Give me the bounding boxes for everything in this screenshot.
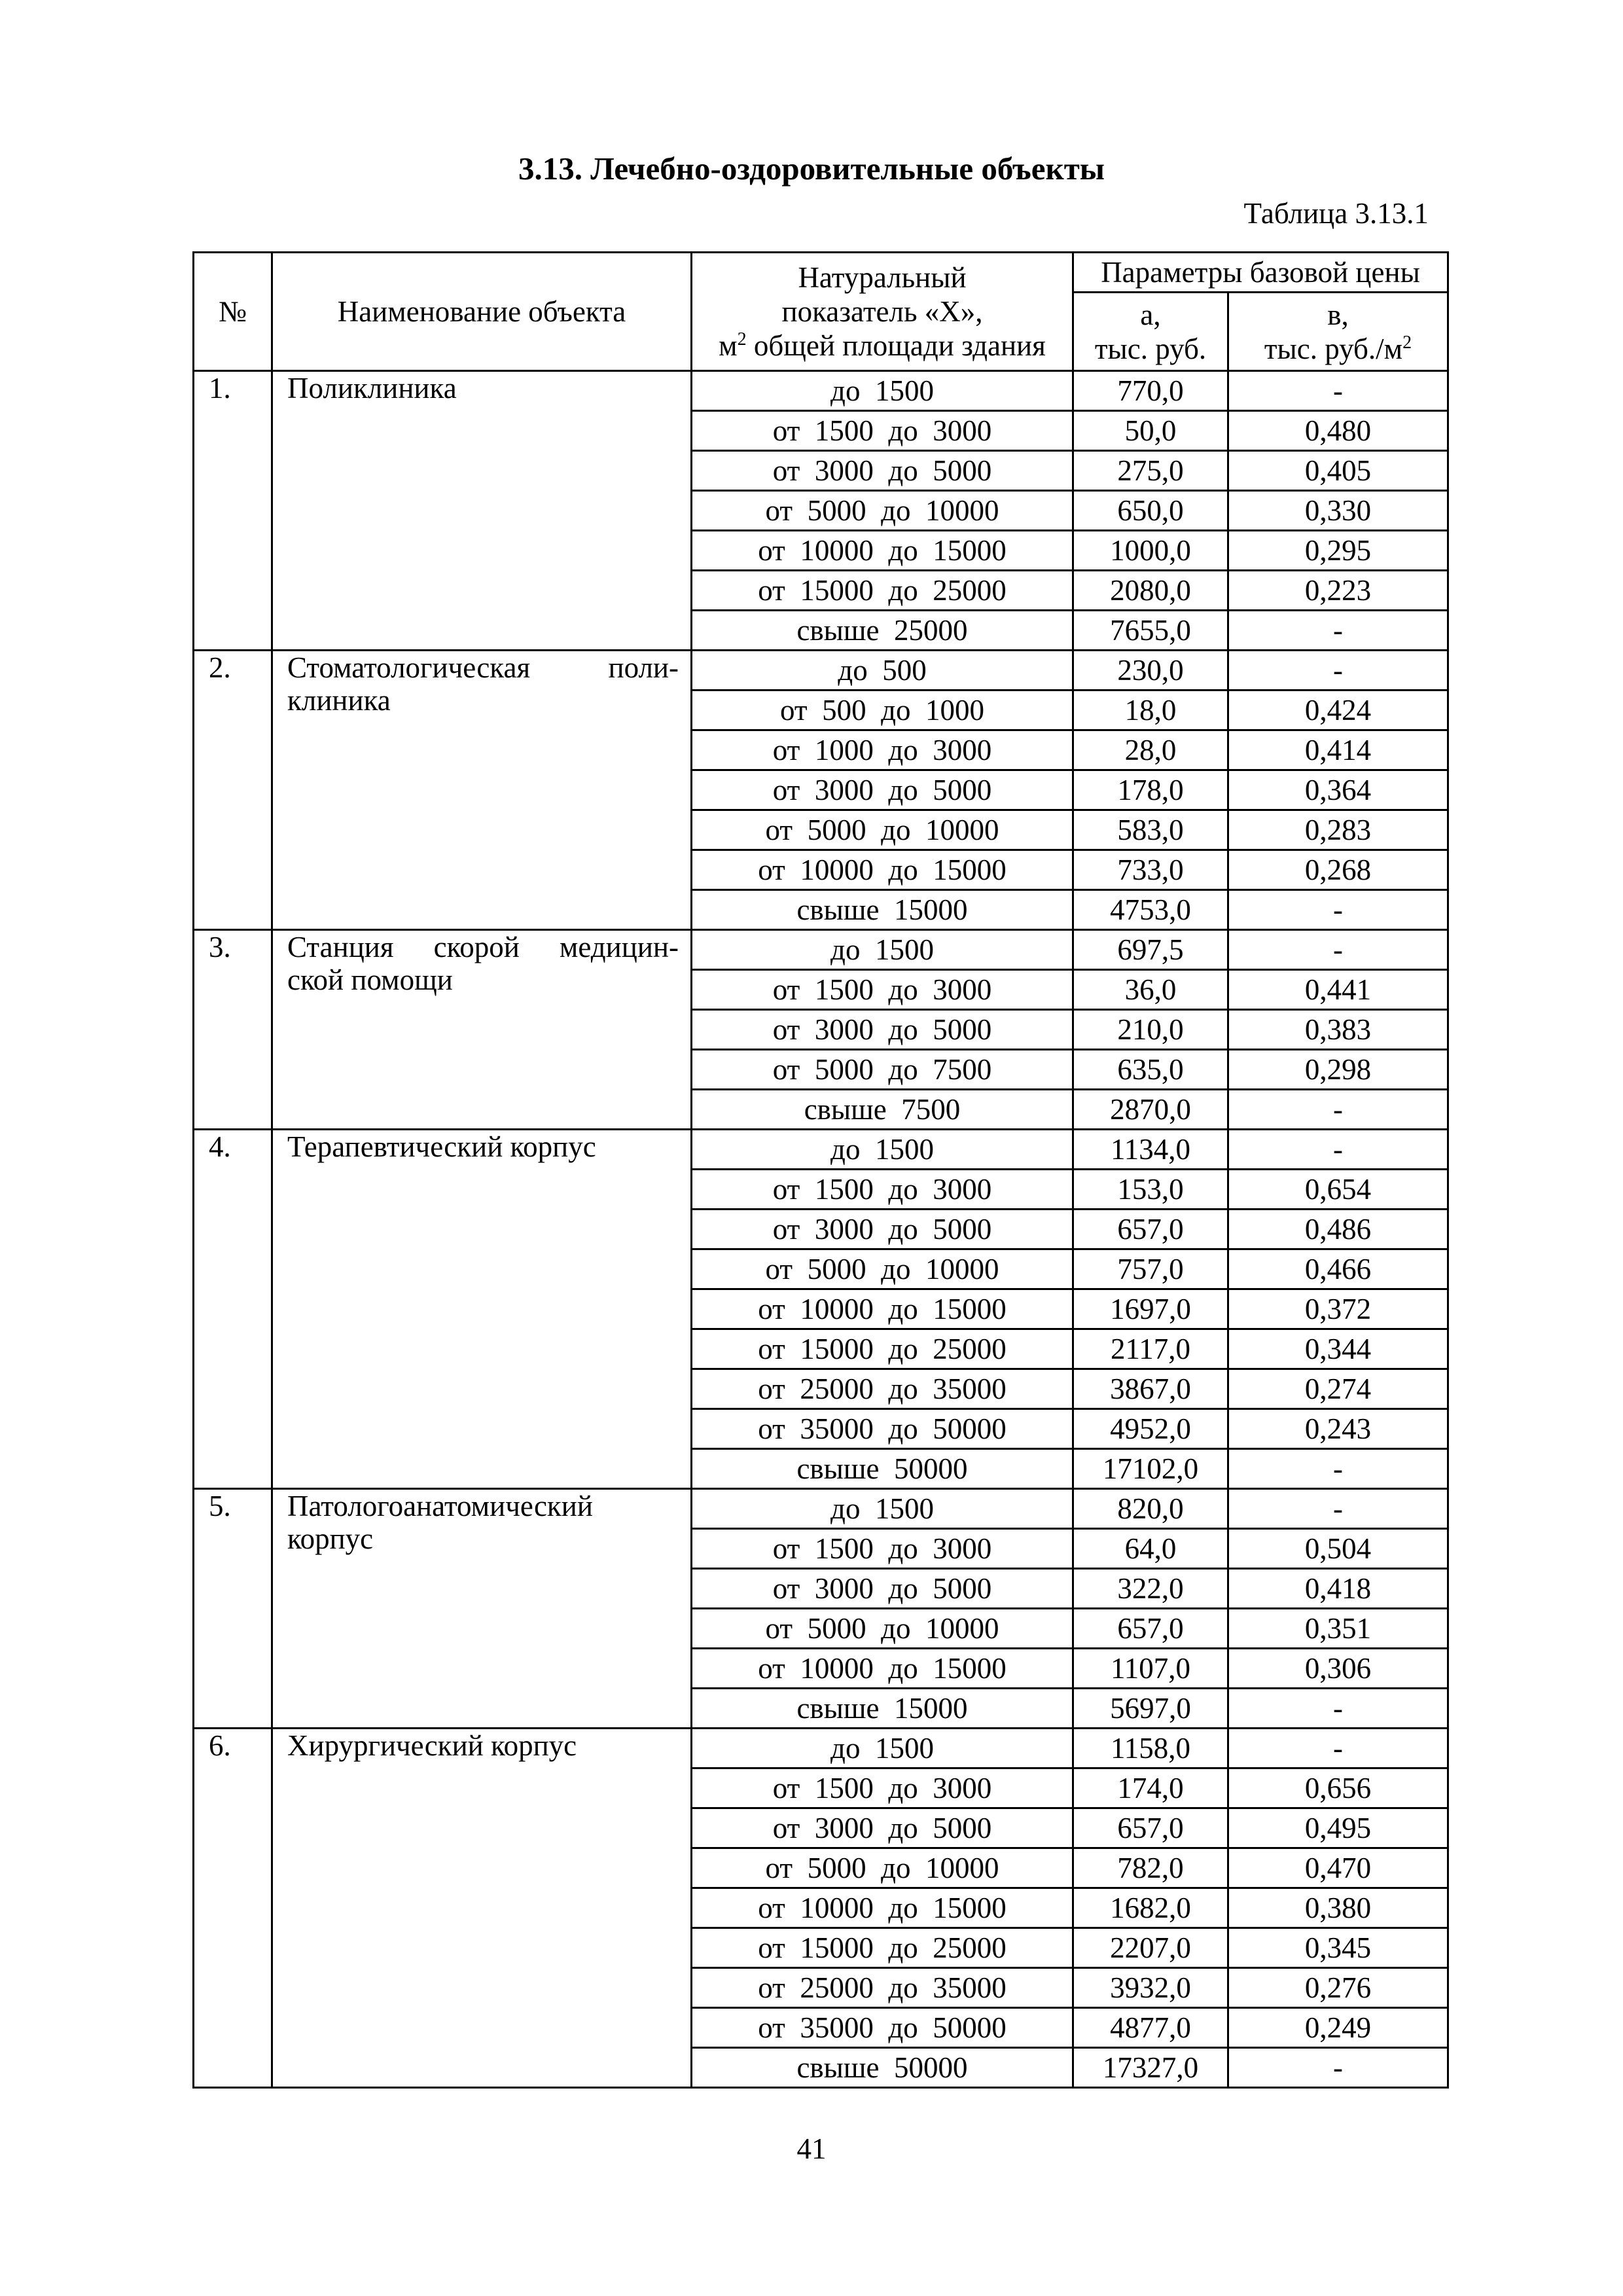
header-indicator-line3 bbox=[692, 329, 1072, 363]
param-a-cell: 2117,0 bbox=[1073, 1329, 1228, 1369]
param-b-cell: 0,298 bbox=[1228, 1050, 1448, 1090]
object-name bbox=[272, 1489, 692, 1729]
param-b-cell: 0,495 bbox=[1228, 1808, 1448, 1848]
range-cell: от 1500 до 3000 bbox=[692, 1170, 1073, 1210]
header-indicator-line1: Натуральный bbox=[798, 261, 967, 294]
param-a-cell: 1134,0 bbox=[1073, 1130, 1228, 1170]
param-b-cell: 0,656 bbox=[1228, 1768, 1448, 1808]
param-b-cell: 0,470 bbox=[1228, 1848, 1448, 1888]
param-a-cell: 28,0 bbox=[1073, 730, 1228, 770]
param-a-cell: 1697,0 bbox=[1073, 1289, 1228, 1329]
param-a-cell: 1158,0 bbox=[1073, 1729, 1228, 1768]
header-a-line1: а, bbox=[1140, 298, 1161, 331]
param-b-cell: 0,223 bbox=[1228, 571, 1448, 611]
row-number: 2. bbox=[194, 651, 272, 930]
range-cell: свыше 25000 bbox=[692, 611, 1073, 651]
param-a-cell: 650,0 bbox=[1073, 491, 1228, 531]
range-cell: до 1500 bbox=[692, 930, 1073, 970]
range-cell: от 1500 до 3000 bbox=[692, 1529, 1073, 1569]
object-name-line: клиника bbox=[287, 684, 391, 717]
range-cell: от 5000 до 10000 bbox=[692, 1249, 1073, 1289]
header-name: Наименование объекта bbox=[272, 253, 692, 371]
object-name-line: Поликлиника bbox=[287, 372, 457, 404]
param-b-cell: 0,441 bbox=[1228, 970, 1448, 1010]
param-b-cell: 0,345 bbox=[1228, 1928, 1448, 1968]
range-cell: от 3000 до 5000 bbox=[692, 451, 1073, 491]
range-cell: от 15000 до 25000 bbox=[692, 1928, 1073, 1968]
object-name-line: Стоматологическая поли- bbox=[287, 651, 679, 684]
param-a-cell: 820,0 bbox=[1073, 1489, 1228, 1529]
object-name-line: корпус bbox=[287, 1522, 374, 1555]
param-b-cell: - bbox=[1228, 371, 1448, 411]
header-b-unit: тыс. руб./м bbox=[1264, 332, 1403, 365]
param-b-cell: 0,364 bbox=[1228, 770, 1448, 810]
section-title: 3.13. Лечебно-оздоровительные объекты bbox=[518, 151, 1105, 187]
range-cell: от 10000 до 15000 bbox=[692, 1888, 1073, 1928]
range-cell: от 3000 до 5000 bbox=[692, 1210, 1073, 1249]
header-b-line1: в, bbox=[1327, 298, 1349, 331]
object-name bbox=[272, 371, 692, 651]
param-b-cell: 0,351 bbox=[1228, 1609, 1448, 1649]
range-cell: от 10000 до 15000 bbox=[692, 850, 1073, 890]
param-a-cell: 657,0 bbox=[1073, 1609, 1228, 1649]
param-a-cell: 36,0 bbox=[1073, 970, 1228, 1010]
param-b-cell: - bbox=[1228, 1689, 1448, 1729]
param-a-cell: 7655,0 bbox=[1073, 611, 1228, 651]
param-a-cell: 18,0 bbox=[1073, 691, 1228, 730]
param-a-cell: 583,0 bbox=[1073, 810, 1228, 850]
param-b-cell: 0,276 bbox=[1228, 1968, 1448, 2008]
range-cell: от 5000 до 10000 bbox=[692, 1609, 1073, 1649]
param-a-cell: 3867,0 bbox=[1073, 1369, 1228, 1409]
object-name bbox=[272, 1130, 692, 1489]
param-b-cell: - bbox=[1228, 1489, 1448, 1529]
range-cell: от 35000 до 50000 bbox=[692, 2008, 1073, 2048]
object-name-line: Станция скорой медицин- bbox=[287, 931, 679, 963]
param-a-cell: 17102,0 bbox=[1073, 1449, 1228, 1489]
param-a-cell: 17327,0 bbox=[1073, 2048, 1228, 2088]
param-b-cell: 0,466 bbox=[1228, 1249, 1448, 1289]
header-b-sup: 2 bbox=[1402, 332, 1412, 353]
table-row bbox=[194, 1130, 1448, 1170]
param-b-cell: 0,418 bbox=[1228, 1569, 1448, 1609]
param-a-cell: 697,5 bbox=[1073, 930, 1228, 970]
param-a-cell: 5697,0 bbox=[1073, 1689, 1228, 1729]
param-b-cell: 0,344 bbox=[1228, 1329, 1448, 1369]
range-cell: от 500 до 1000 bbox=[692, 691, 1073, 730]
object-name-line: Терапевтический корпус bbox=[287, 1130, 596, 1163]
price-table bbox=[192, 251, 1449, 2089]
row-number: 6. bbox=[194, 1729, 272, 2088]
header-params: Параметры базовой цены bbox=[1073, 253, 1448, 293]
range-cell: от 1500 до 3000 bbox=[692, 411, 1073, 451]
row-number: 5. bbox=[194, 1489, 272, 1729]
object-name bbox=[272, 1729, 692, 2088]
object-name-line: Хирургический корпус bbox=[287, 1729, 577, 1762]
table-row bbox=[194, 371, 1448, 411]
param-a-cell: 635,0 bbox=[1073, 1050, 1228, 1090]
param-a-cell: 657,0 bbox=[1073, 1808, 1228, 1848]
range-cell: от 5000 до 7500 bbox=[692, 1050, 1073, 1090]
param-a-cell: 1000,0 bbox=[1073, 531, 1228, 571]
param-a-cell: 153,0 bbox=[1073, 1170, 1228, 1210]
range-cell: от 10000 до 15000 bbox=[692, 1649, 1073, 1689]
param-a-cell: 4753,0 bbox=[1073, 890, 1228, 930]
param-a-cell: 782,0 bbox=[1073, 1848, 1228, 1888]
range-cell: от 1000 до 3000 bbox=[692, 730, 1073, 770]
range-cell: от 25000 до 35000 bbox=[692, 1968, 1073, 2008]
param-b-cell: 0,306 bbox=[1228, 1649, 1448, 1689]
range-cell: от 3000 до 5000 bbox=[692, 1569, 1073, 1609]
param-a-cell: 757,0 bbox=[1073, 1249, 1228, 1289]
range-cell: от 15000 до 25000 bbox=[692, 571, 1073, 611]
param-b-cell: - bbox=[1228, 890, 1448, 930]
param-b-cell: 0,654 bbox=[1228, 1170, 1448, 1210]
table-label: Таблица 3.13.1 bbox=[1243, 197, 1429, 230]
unit-m: м bbox=[719, 329, 738, 362]
param-a-cell: 64,0 bbox=[1073, 1529, 1228, 1569]
range-cell: от 5000 до 10000 bbox=[692, 1848, 1073, 1888]
range-cell: до 1500 bbox=[692, 1489, 1073, 1529]
param-b-cell: 0,274 bbox=[1228, 1369, 1448, 1409]
param-b-cell: 0,504 bbox=[1228, 1529, 1448, 1569]
param-b-cell: 0,424 bbox=[1228, 691, 1448, 730]
param-b-cell: 0,268 bbox=[1228, 850, 1448, 890]
range-cell: свыше 50000 bbox=[692, 1449, 1073, 1489]
range-cell: свыше 50000 bbox=[692, 2048, 1073, 2088]
header-num: № bbox=[194, 253, 272, 371]
param-b-cell: 0,249 bbox=[1228, 2008, 1448, 2048]
header-b-line2 bbox=[1229, 332, 1447, 366]
object-name-line: ской помощи bbox=[287, 963, 453, 996]
object-name bbox=[272, 651, 692, 930]
param-b-cell: 0,295 bbox=[1228, 531, 1448, 571]
param-b-cell: - bbox=[1228, 1449, 1448, 1489]
range-cell: от 35000 до 50000 bbox=[692, 1409, 1073, 1449]
param-b-cell: 0,486 bbox=[1228, 1210, 1448, 1249]
range-cell: свыше 15000 bbox=[692, 1689, 1073, 1729]
param-b-cell: 0,283 bbox=[1228, 810, 1448, 850]
range-cell: свыше 15000 bbox=[692, 890, 1073, 930]
param-a-cell: 174,0 bbox=[1073, 1768, 1228, 1808]
table-row bbox=[194, 1489, 1448, 1529]
param-a-cell: 4877,0 bbox=[1073, 2008, 1228, 2048]
param-b-cell: - bbox=[1228, 1090, 1448, 1130]
param-a-cell: 2207,0 bbox=[1073, 1928, 1228, 1968]
row-number: 4. bbox=[194, 1130, 272, 1489]
table-row bbox=[194, 930, 1448, 970]
row-number: 1. bbox=[194, 371, 272, 651]
param-b-cell: - bbox=[1228, 611, 1448, 651]
param-a-cell: 50,0 bbox=[1073, 411, 1228, 451]
page-number: 41 bbox=[796, 2132, 827, 2165]
range-cell: до 1500 bbox=[692, 1130, 1073, 1170]
param-b-cell: - bbox=[1228, 2048, 1448, 2088]
range-cell: до 1500 bbox=[692, 1729, 1073, 1768]
range-cell: до 500 bbox=[692, 651, 1073, 691]
row-number: 3. bbox=[194, 930, 272, 1130]
param-b-cell: 0,372 bbox=[1228, 1289, 1448, 1329]
param-b-cell: 0,380 bbox=[1228, 1888, 1448, 1928]
param-a-cell: 178,0 bbox=[1073, 770, 1228, 810]
param-a-cell: 1682,0 bbox=[1073, 1888, 1228, 1928]
object-name-line: Патологоанатомический bbox=[287, 1490, 593, 1522]
param-b-cell: - bbox=[1228, 1130, 1448, 1170]
range-cell: от 5000 до 10000 bbox=[692, 491, 1073, 531]
param-b-cell: - bbox=[1228, 1729, 1448, 1768]
param-a-cell: 4952,0 bbox=[1073, 1409, 1228, 1449]
unit-sup: 2 bbox=[737, 329, 747, 350]
range-cell: от 3000 до 5000 bbox=[692, 1010, 1073, 1050]
range-cell: от 3000 до 5000 bbox=[692, 770, 1073, 810]
header-indicator bbox=[692, 253, 1073, 371]
param-b-cell: 0,330 bbox=[1228, 491, 1448, 531]
param-b-cell: 0,480 bbox=[1228, 411, 1448, 451]
param-a-cell: 230,0 bbox=[1073, 651, 1228, 691]
range-cell: от 10000 до 15000 bbox=[692, 531, 1073, 571]
param-a-cell: 657,0 bbox=[1073, 1210, 1228, 1249]
range-cell: свыше 7500 bbox=[692, 1090, 1073, 1130]
header-indicator-line2: показатель «X», bbox=[781, 295, 983, 328]
param-a-cell: 322,0 bbox=[1073, 1569, 1228, 1609]
param-b-cell: - bbox=[1228, 651, 1448, 691]
range-cell: от 1500 до 3000 bbox=[692, 970, 1073, 1010]
param-a-cell: 2870,0 bbox=[1073, 1090, 1228, 1130]
param-b-cell: 0,414 bbox=[1228, 730, 1448, 770]
header-a-line2: тыс. руб. bbox=[1094, 332, 1207, 365]
range-cell: от 10000 до 15000 bbox=[692, 1289, 1073, 1329]
param-a-cell: 3932,0 bbox=[1073, 1968, 1228, 2008]
unit-rest: общей площади здания bbox=[746, 329, 1046, 362]
param-a-cell: 770,0 bbox=[1073, 371, 1228, 411]
param-a-cell: 2080,0 bbox=[1073, 571, 1228, 611]
table-row bbox=[194, 651, 1448, 691]
range-cell: от 5000 до 10000 bbox=[692, 810, 1073, 850]
range-cell: от 25000 до 35000 bbox=[692, 1369, 1073, 1409]
param-a-cell: 210,0 bbox=[1073, 1010, 1228, 1050]
table-row bbox=[194, 1729, 1448, 1768]
header-b bbox=[1228, 293, 1448, 371]
param-a-cell: 1107,0 bbox=[1073, 1649, 1228, 1689]
range-cell: от 15000 до 25000 bbox=[692, 1329, 1073, 1369]
header-a bbox=[1073, 293, 1228, 371]
param-b-cell: - bbox=[1228, 930, 1448, 970]
param-b-cell: 0,243 bbox=[1228, 1409, 1448, 1449]
object-name bbox=[272, 930, 692, 1130]
range-cell: от 3000 до 5000 bbox=[692, 1808, 1073, 1848]
param-a-cell: 275,0 bbox=[1073, 451, 1228, 491]
range-cell: до 1500 bbox=[692, 371, 1073, 411]
table-body bbox=[194, 371, 1448, 2088]
param-b-cell: 0,405 bbox=[1228, 451, 1448, 491]
param-b-cell: 0,383 bbox=[1228, 1010, 1448, 1050]
range-cell: от 1500 до 3000 bbox=[692, 1768, 1073, 1808]
param-a-cell: 733,0 bbox=[1073, 850, 1228, 890]
